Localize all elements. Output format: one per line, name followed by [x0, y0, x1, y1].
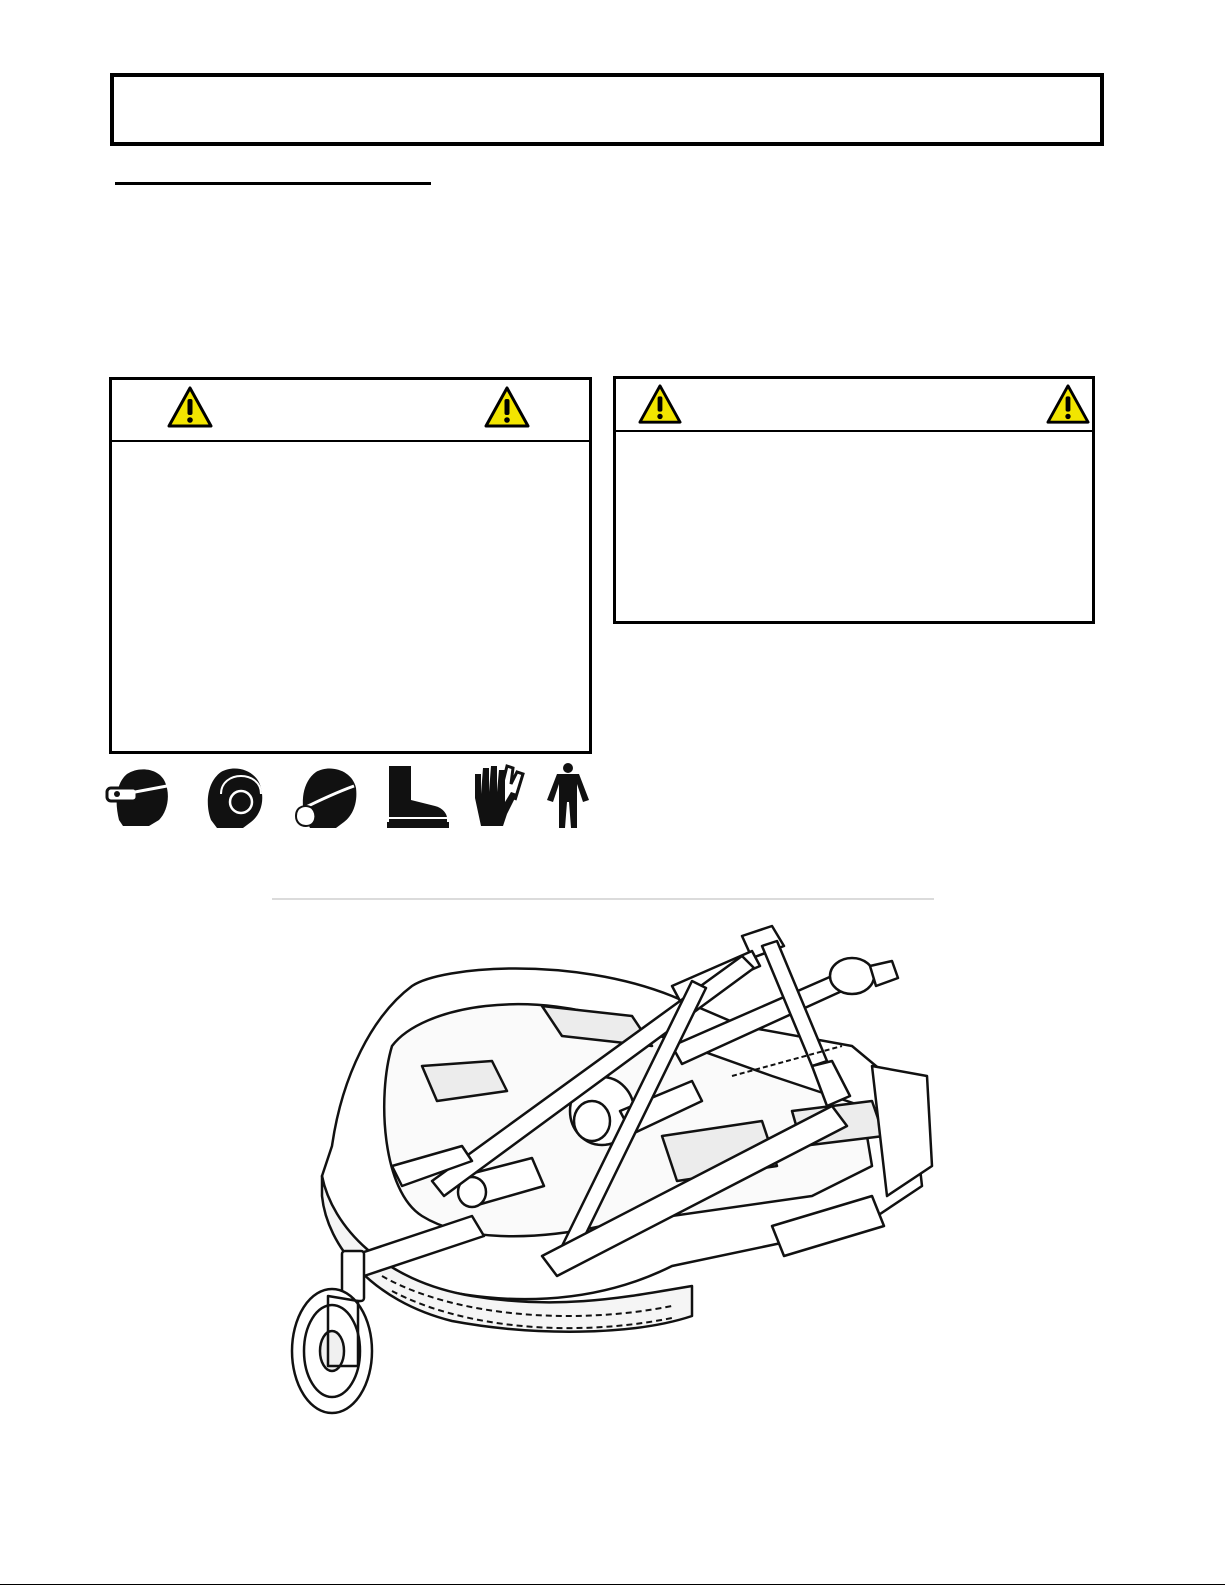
warning-box-left-header — [112, 380, 589, 442]
safety-glasses-icon — [105, 764, 171, 830]
hearing-protection-icon — [201, 764, 267, 830]
warning-box-right-header — [616, 379, 1092, 432]
warning-box-left — [109, 377, 592, 754]
ppe-icon-row — [105, 760, 595, 832]
warning-triangle-icon — [484, 386, 530, 428]
warning-triangle-icon — [638, 383, 682, 425]
warning-triangle-icon — [167, 386, 213, 428]
section-heading — [115, 150, 431, 185]
safety-boots-icon — [381, 762, 449, 830]
dust-mask-icon — [292, 764, 360, 830]
warning-triangle-icon — [1046, 383, 1090, 425]
page-title-box — [110, 73, 1104, 146]
gloves-icon — [469, 762, 525, 828]
rotary-cutter-illustration — [272, 896, 934, 1420]
protective-clothing-icon — [543, 762, 593, 830]
warning-box-right — [613, 376, 1095, 624]
